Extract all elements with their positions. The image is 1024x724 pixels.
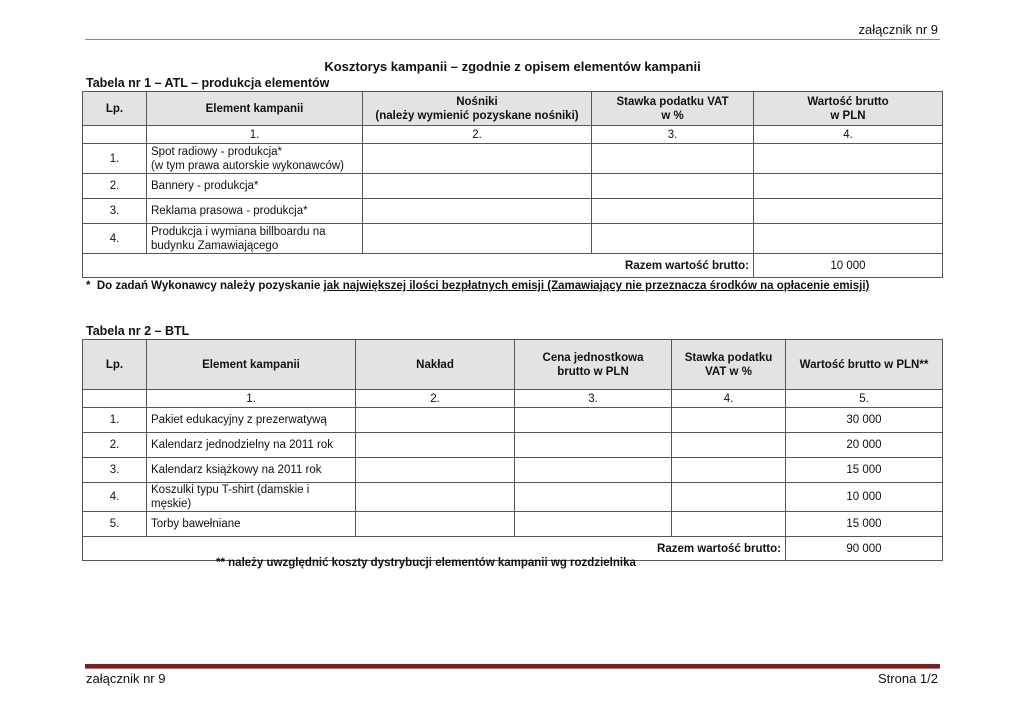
table2-row1-naklad [356,408,515,433]
table2-header-price [515,340,672,390]
table-row [83,483,943,512]
table2-row2-cena [515,433,672,458]
table1-row1-value [754,144,943,174]
table1-row3-lp: 3. [83,199,147,224]
table1-caption: Tabela nr 1 – ATL – produkcja elementów [86,76,330,90]
table2-header-value: Wartość brutto w PLN** [786,340,943,390]
table1-header-value-line2: w PLN [830,109,866,122]
table2-header-vat-line2: VAT w % [705,365,752,378]
table1-header-value [754,92,943,126]
table1-colnum-3: 3. [592,126,754,144]
table2-caption: Tabela nr 2 – BTL [86,324,190,338]
table1-row3-element: Reklama prasowa - produkcja* [147,199,363,224]
table2-row3-value: 15 000 [786,458,943,483]
table1-row1-media [363,144,592,174]
header-attachment-label: załącznik nr 9 [858,22,938,37]
table2-row2-value: 20 000 [786,433,943,458]
table2-row2-lp: 2. [83,433,147,458]
table-row [83,224,943,254]
table1-row2-vat [592,174,754,199]
table1-row4-element [147,224,363,254]
table-row [83,408,943,433]
page-header [85,22,940,40]
table2-row1-vat [672,408,786,433]
table2-row5-cena [515,512,672,537]
table2-row1-cena [515,408,672,433]
table2-note: ** należy uwzględnić koszty dystrybucji elementów kampanii wg rozdzielnika [216,557,636,569]
table2-row3-cena [515,458,672,483]
table-row [83,174,943,199]
table1-row2-lp: 2. [83,174,147,199]
table2-row4-vat [672,483,786,512]
table-row [83,433,943,458]
table2-header-price-line2: brutto w PLN [557,365,629,378]
table2-header-row [83,340,943,390]
table1-note [86,280,869,292]
table1-header-media-line2: (należy wymienić pozyskane nośniki) [375,109,579,122]
table2-row3-lp: 3. [83,458,147,483]
table2-row1-lp: 1. [83,408,147,433]
table2-header-vat-line1: Stawka podatku [684,351,773,364]
table1-row4-value [754,224,943,254]
footer-page-number: Strona 1/2 [878,671,938,686]
table1-row1-element-line1: Spot radiowy - produkcja* [151,145,283,158]
table1-row2-element: Bannery - produkcja* [147,174,363,199]
table1-row3-vat [592,199,754,224]
table1-total-label: Razem wartość brutto: [83,254,754,278]
table2-header-vat [672,340,786,390]
table1-header-row [83,92,943,126]
table1-colnum-1: 1. [147,126,363,144]
table2-row2-vat [672,433,786,458]
table-row [83,512,943,537]
table2-row2-naklad [356,433,515,458]
table2-row4-value: 10 000 [786,483,943,512]
table2-row1-value: 30 000 [786,408,943,433]
table1-column-numbers-row [83,126,943,144]
table2-header-element: Element kampanii [147,340,356,390]
footer-attachment-label: załącznik nr 9 [86,671,166,686]
table1-header-media-line1: Nośniki [456,95,498,108]
table2-colnum-1: 1. [147,390,356,408]
table2-row4-cena [515,483,672,512]
table1-row4-media [363,224,592,254]
table2-row4-lp: 4. [83,483,147,512]
footer-divider [85,664,940,669]
table-row [83,458,943,483]
table1-row1-element [147,144,363,174]
table-row [83,199,943,224]
table2-total-label: Razem wartość brutto: [83,537,786,561]
table2-row5-vat [672,512,786,537]
table1-colnum-4: 4. [754,126,943,144]
table1-row4-element-line2: budynku Zamawiającego [151,239,279,252]
table1-header-element: Element kampanii [147,92,363,126]
table1-total-value: 10 000 [754,254,943,278]
table2-row4-naklad [356,483,515,512]
table2 [82,339,943,561]
table1-row4-vat [592,224,754,254]
table1-header-lp: Lp. [83,92,147,126]
table2-row5-value: 15 000 [786,512,943,537]
table1-total-row [83,254,943,278]
table1-header-media [363,92,592,126]
table2-row5-lp: 5. [83,512,147,537]
table2-row5-naklad [356,512,515,537]
table2-colnum-2: 2. [356,390,515,408]
table2-colnum-4: 4. [672,390,786,408]
table2-colnum-3: 3. [515,390,672,408]
table2-row2-element: Kalendarz jednodzielny na 2011 rok [147,433,356,458]
table1-note-underlined: jak największej ilości bezpłatnych emisji (Zamawiający nie przeznacza środków na opłacenie emisji) [323,280,870,292]
table1-row2-value [754,174,943,199]
table-row [83,144,943,174]
table1-header-value-line1: Wartość brutto [807,95,889,108]
table2-header-price-line1: Cena jednostkowa [542,351,644,364]
table2-row5-element: Torby bawełniane [147,512,356,537]
table1-header-vat-line2: w % [661,109,684,122]
table1-row3-value [754,199,943,224]
table2-row3-vat [672,458,786,483]
table1-row1-vat [592,144,754,174]
table1-row1-lp: 1. [83,144,147,174]
table1-row3-media [363,199,592,224]
table2-header-lp: Lp. [83,340,147,390]
table1-row4-element-line1: Produkcja i wymiana billboardu na [151,225,326,238]
table2-row3-naklad [356,458,515,483]
table2-row1-element: Pakiet edukacyjny z prezerwatywą [147,408,356,433]
table1-row4-lp: 4. [83,224,147,254]
table1-colnum-2: 2. [363,126,592,144]
table2-header-naklad: Nakład [356,340,515,390]
table2-row4-element: Koszulki typu T-shirt (damskie i męskie) [147,483,356,512]
document-title: Kosztorys kampanii – zgodnie z opisem elementów kampanii [324,59,701,74]
table1-note-prefix: * Do zadań Wykonawcy należy pozyskanie [86,280,324,292]
table1-row1-element-line2: (w tym prawa autorskie wykonawców) [151,159,345,172]
table1 [82,91,943,278]
table1-header-vat [592,92,754,126]
table1-row2-media [363,174,592,199]
table2-column-numbers-row [83,390,943,408]
table1-header-vat-line1: Stawka podatku VAT [616,95,729,108]
table2-total-value: 90 000 [786,537,943,561]
table2-colnum-5: 5. [786,390,943,408]
table2-row3-element: Kalendarz książkowy na 2011 rok [147,458,356,483]
